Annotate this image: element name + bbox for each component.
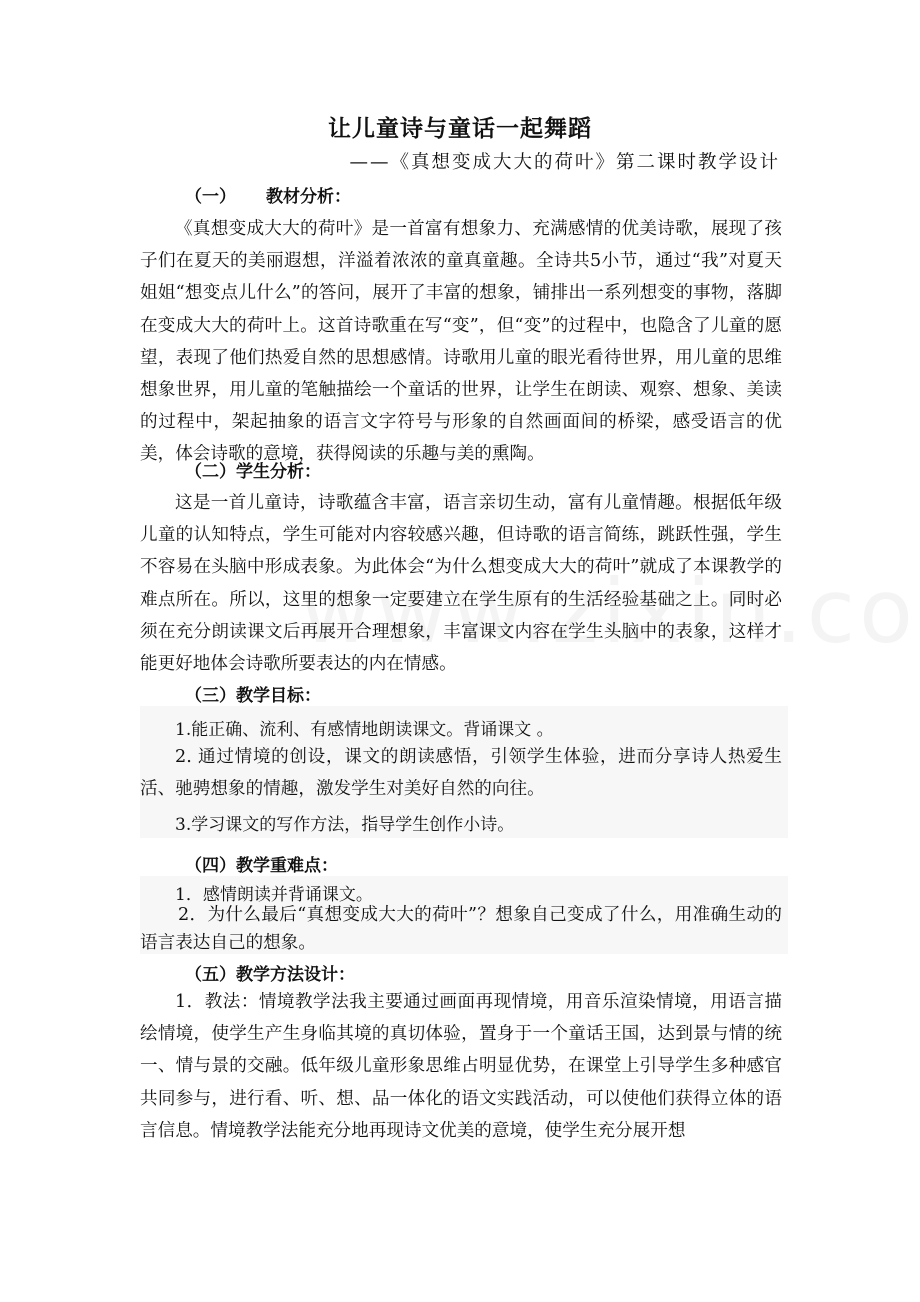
objective-item-1: 1.能正确、流利、有感情地朗读课文。背诵课文 。 [175,720,554,740]
section-body-5: 1．教法：情境教学法我主要通过画面再现情境，用音乐渲染情境，用语言描绘情境，使学生产生身临其境的真切体验，置身于一个童话王国，达到景与情的统一、情与景的交融。低年级儿童形象思维占明显优势，在课堂上引导学生多种感官共同参与，进行看、听、想、品一体化的语文实践活动，可以使他们获得立体的语言信息。情境教学法能充分地再现诗文优美的意境，使学生充分展开想 [140,992,782,1141]
keypoint-item-2: 2．为什么最后“真想变成大大的荷叶”？想象自己变成了什么，用准确生动的语言表达自己的想象。 [140,905,782,953]
section-heading-5: （五）教学方法设计： [185,965,355,985]
objective-item-3: 3.学习课文的写作方法，指导学生创作小诗。 [175,815,515,835]
keypoint-item-1: 1．感情朗读并背诵课文。 [175,885,373,905]
document-subtitle: ——《真想变成大大的荷叶》第二课时教学设计 [349,152,780,173]
section-heading-1 [185,182,351,207]
section-heading-2: （二）学生分析： [185,462,321,482]
document-title: 让儿童诗与童话一起舞蹈 [328,116,592,142]
section-title-1: 教材分析： [266,187,351,207]
section-heading-4: （四）教学重难点： [185,856,338,876]
objective-item-2: 2. 通过情境的创设，课文的朗读感悟，引领学生体验，进而分享诗人热爱生活、驰骋想象的情趣，激发学生对美好自然的向往。 [140,747,782,799]
section-heading-3: （三）教学目标： [185,686,321,706]
section-body-2: 这是一首儿童诗，诗歌蕴含丰富，语言亲切生动，富有儿童情趣。根据低年级儿童的认知特点，学生可能对内容较感兴趣，但诗歌的语言简练，跳跃性强，学生不容易在头脑中形成表象。为此体会“为什么想变成大大的荷叶”就成了本课教学的难点所在。所以，这里的想象一定要建立在学生原有的生活经验基础之上。同时必须在充分朗读课文后再展开合理想象，丰富课文内容在学生头脑中的表象，这样才能更好地体会诗歌所要表达的内在情感。 [140,493,782,675]
section-body-1: 《真想变成大大的荷叶》是一首富有想象力、充满感情的优美诗歌，展现了孩子们在夏天的美丽遐想，洋溢着浓浓的童真童趣。全诗共5小节，通过“我”对夏天姐姐“想变点儿什么”的答问，展开了丰富的想象，铺排出一系列想变的事物，落脚在变成大大的荷叶上。这首诗歌重在写“变”，但“变”的过程中，也隐含了儿童的愿望，表现了他们热爱自然的思想感情。诗歌用儿童的眼光看待世界，用儿童的思维想象世界，用儿童的笔触描绘一个童话的世界，让学生在朗读、观察、想象、美读的过程中，架起抽象的语言文字符号与形象的自然画面间的桥梁，感受语言的优美，体会诗歌的意境，获得阅读的乐趣与美的熏陶。 [140,219,782,465]
section-number-1: （一） [185,187,236,207]
